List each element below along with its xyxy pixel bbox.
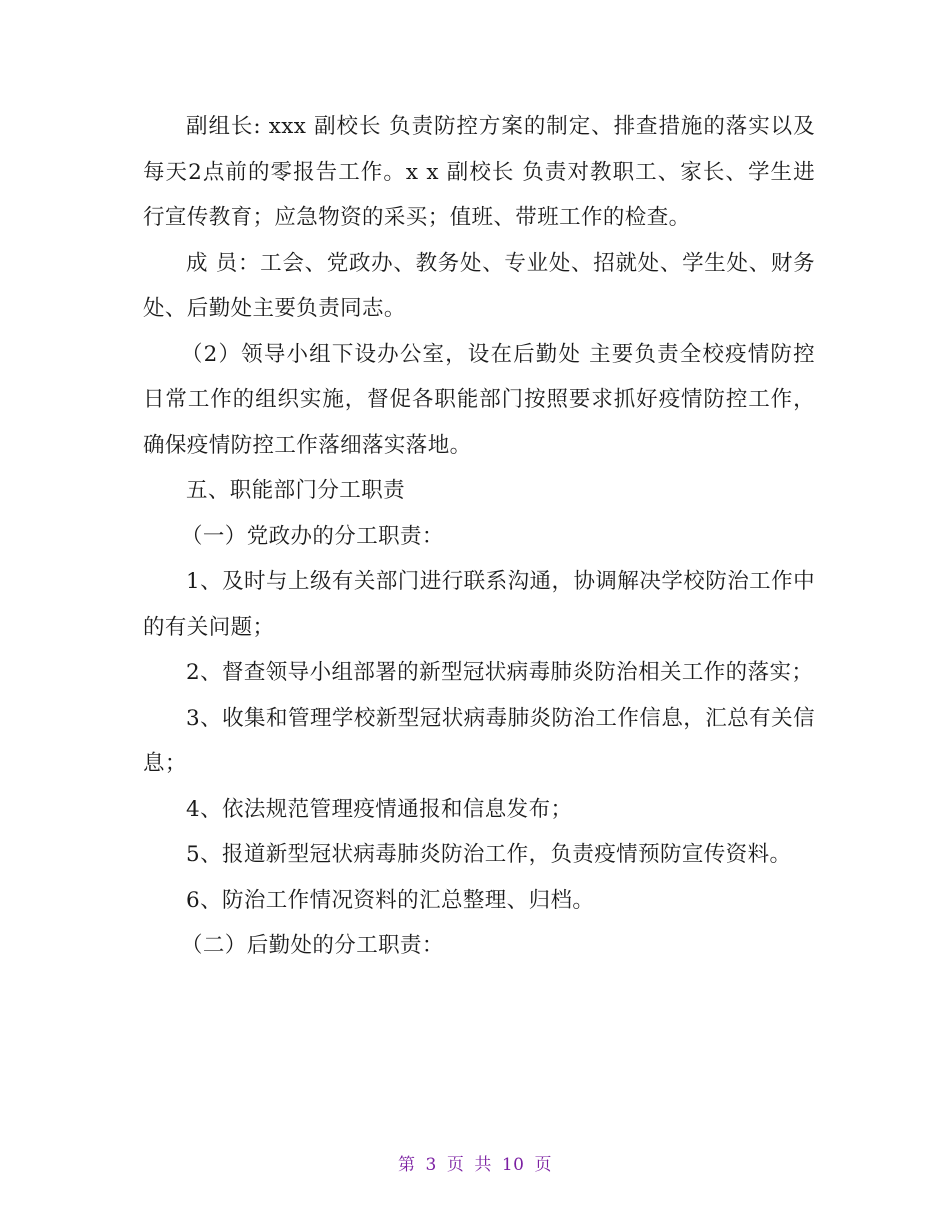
list-item-5: 5、报道新型冠状病毒肺炎防治工作，负责疫情预防宣传资料。	[186, 842, 792, 867]
section-heading-five: 五、职能部门分工职责	[186, 478, 406, 503]
list-item-2: 2、督查领导小组部署的新型冠状病毒肺炎防治相关工作的落实；	[186, 660, 814, 685]
footer-current-page: 3	[425, 1155, 437, 1175]
document-body	[143, 104, 815, 969]
list-item-4: 4、依法规范管理疫情通报和信息发布；	[186, 796, 573, 822]
subheading-logistics: （二）后勤处的分工职责：	[181, 933, 444, 958]
list-item-3: 3、收集和管理学校新型冠状病毒肺炎防治工作信息，汇总有关信息；	[143, 705, 815, 776]
list-item-1: 1、及时与上级有关部门进行联系沟通，协调解决学校防治工作中的有关问题；	[143, 569, 815, 640]
footer-label-page: 第	[398, 1155, 416, 1175]
subheading-party-office: （一）党政办的分工职责：	[181, 523, 444, 549]
footer-label-total-unit: 页	[534, 1155, 552, 1175]
paragraph-office: （2）领导小组下设办公室，设在后勤处 主要负责全校疫情防控日常工作的组织实施，督促各职能部门按照要求抓好疫情防控工作，确保疫情防控工作落细落实落地。	[143, 341, 815, 458]
paragraph-vice-leaders: 副组长: xxx 副校长 负责防控方案的制定、排查措施的落实以及每天2点前的零报告工作。x x 副校长 负责对教职工、家长、学生进行宣传教育；应急物资的采买；值班、带班工作的检查。	[143, 114, 815, 230]
footer-total-pages: 10	[501, 1155, 525, 1175]
page-footer	[0, 1150, 950, 1175]
list-item-6: 6、防治工作情况资料的汇总整理、归档。	[186, 887, 595, 913]
footer-label-page-unit: 页	[446, 1155, 465, 1175]
footer-label-total: 共	[474, 1155, 492, 1175]
paragraph-members: 成 员：工会、党政办、教务处、专业处、招就处、学生处、财务处、后勤处主要负责同志。	[143, 250, 815, 321]
